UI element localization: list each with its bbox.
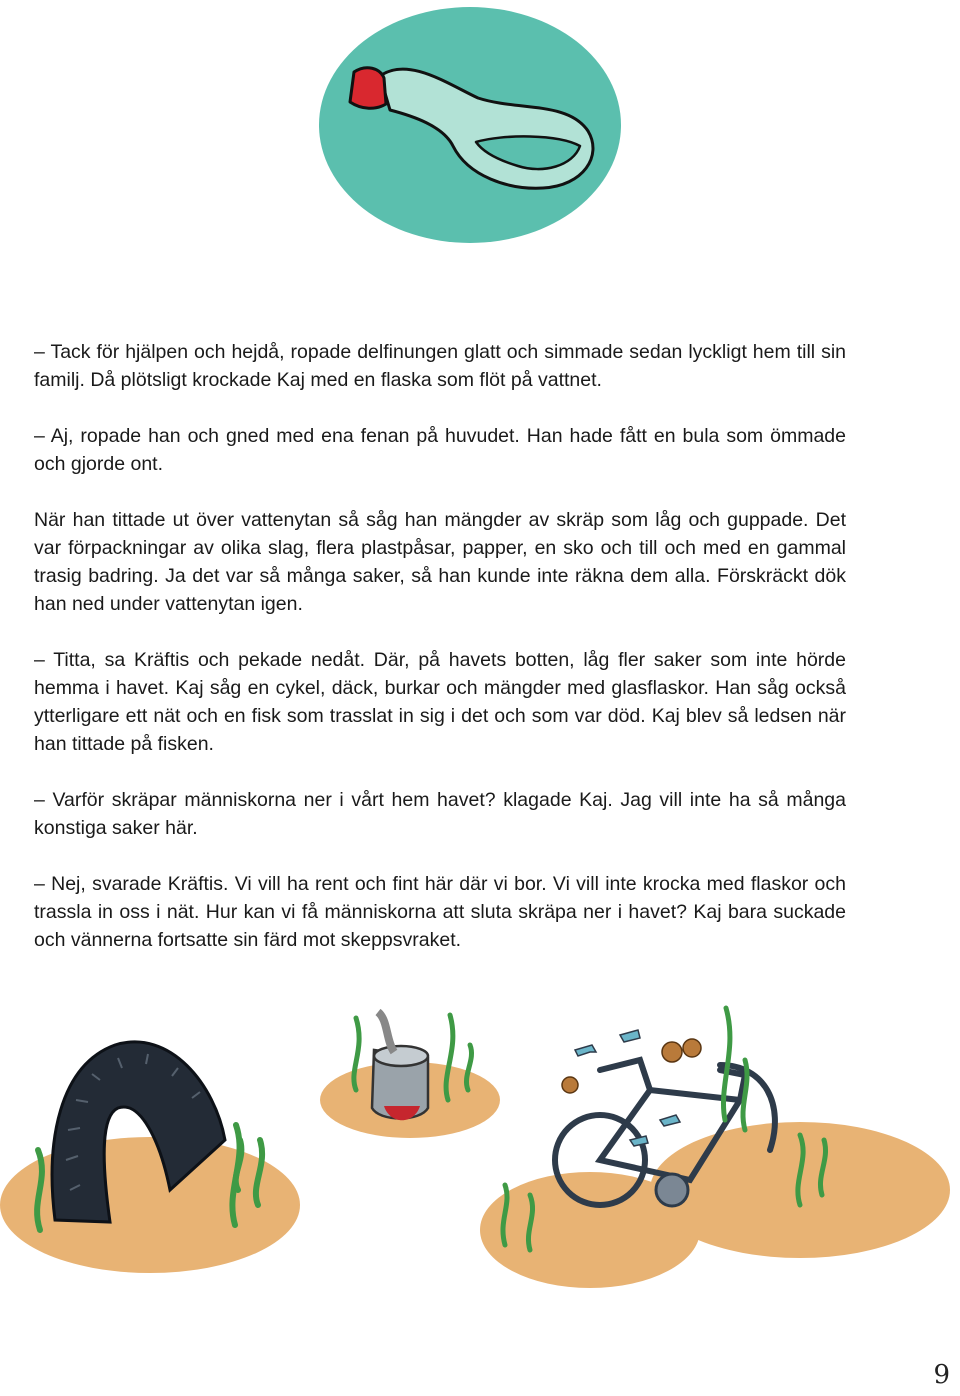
tin-can-on-seabed — [320, 1012, 500, 1138]
story-text — [34, 338, 846, 954]
story-paragraph-6: – Nej, svarade Kräftis. Vi vill ha rent och fint här där vi bor. Vi vill inte krocka med flaskor och trassla in oss i nät. Hur kan vi få människorna att sluta skräpa ner i havet? Kaj bara suckade och vännerna fortsatte sin färd mot skeppsvraket. — [34, 873, 846, 951]
story-paragraph-1: – Tack för hjälpen och hejdå, ropade delfinungen glatt och simmade sedan lyckligt hem till sin familj. Då plötsligt krockade Kaj med en flaska som flöt på vattnet. — [34, 341, 846, 391]
story-paragraph-3: När han tittade ut över vattenytan så såg han mängder av skräp som låg och guppade. Det var förpackningar av olika slag, flera plastpåsar, papper, en sko och till och med en gammal trasig badring. Ja det var så många saker, så han kunde inte räkna dem alla. Förskräckt dök han ned under vattenytan igen. — [34, 509, 846, 615]
story-paragraph-2: – Aj, ropade han och gned med ena fenan på huvudet. Han hade fått en bula som ömmade och gjorde ont. — [34, 425, 846, 475]
bicycle-on-seabed — [480, 1008, 950, 1288]
seabed-illustration — [0, 990, 960, 1310]
tyre-on-seabed — [0, 1042, 300, 1273]
page-number: 9 — [933, 1360, 950, 1390]
story-paragraph-4: – Titta, sa Kräftis och pekade nedåt. Där, på havets botten, låg fler saker som inte hörde hemma i havet. Kaj såg en cykel, däck, burkar och mängder med glasflaskor. Han såg också ytterligare ett nät och en fisk som trasslat in sig i det och som var död. Kaj blev så ledsen när han tittade på fisken. — [34, 649, 846, 755]
story-paragraph-5: – Varför skräpar människorna ner i vårt hem havet? klagade Kaj. Jag vill inte ha så många konstiga saker här. — [34, 789, 846, 839]
bottle-illustration — [318, 6, 622, 244]
